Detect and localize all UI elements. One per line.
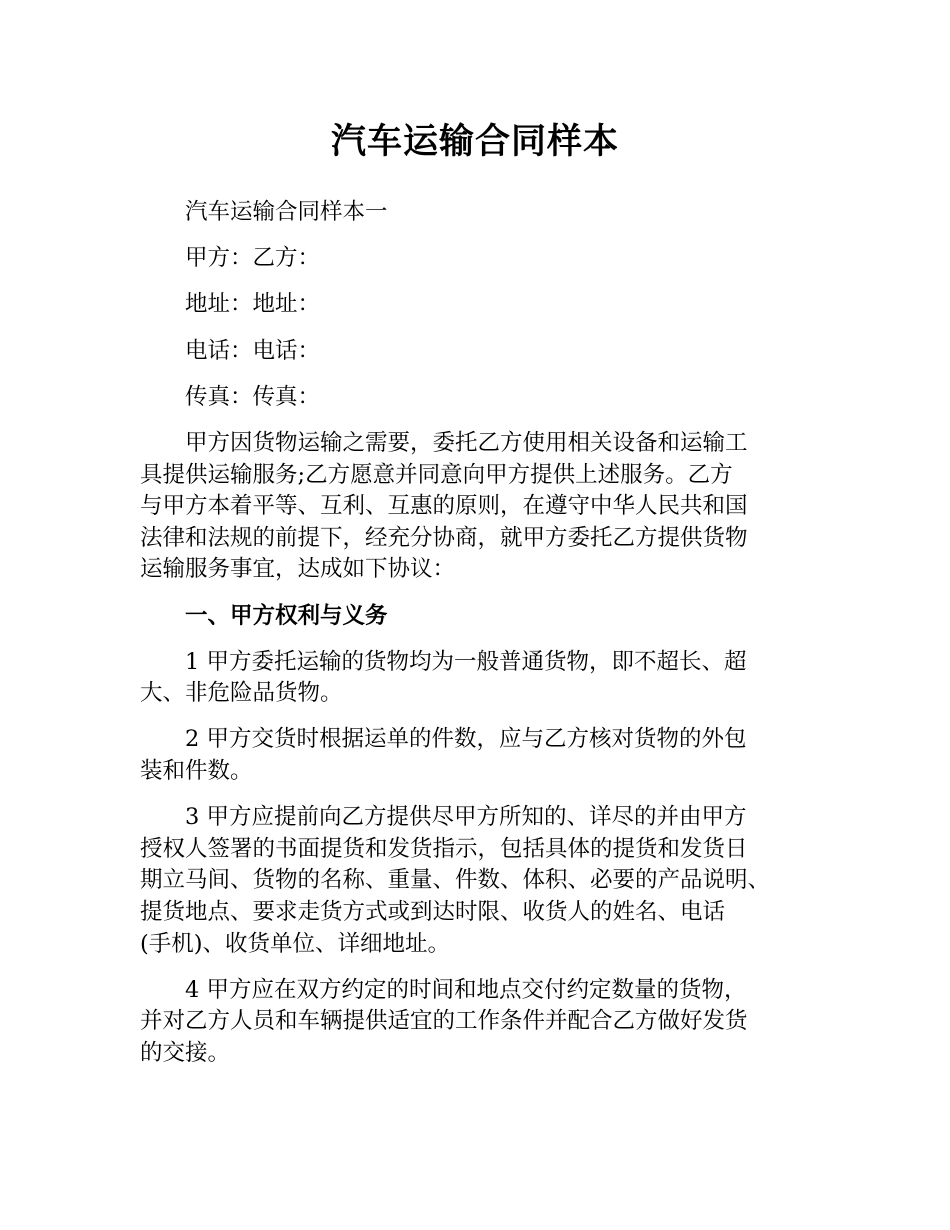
clause-line: 4 甲方应在双方约定的时间和地点交付约定数量的货物， (185, 976, 747, 1003)
clause-line: 期立马间、货物的名称、重量、件数、体积、必要的产品说明、 (140, 867, 771, 894)
intro-line: 与甲方本着平等、互利、互惠的原则，在遵守中华人民共和国 (140, 493, 748, 520)
clause-line: 并对乙方人员和车辆提供适宜的工作条件并配合乙方做好发货 (140, 1008, 748, 1035)
document-title: 汽车运输合同样本 (330, 122, 619, 162)
clause-line: 3 甲方应提前向乙方提供尽甲方所知的、详尽的并由甲方 (185, 804, 747, 831)
clause-line: 2 甲方交货时根据运单的件数，应与乙方核对货物的外包 (185, 726, 747, 753)
phone-line: 电话：电话： (185, 337, 321, 364)
clause-2 (140, 724, 828, 787)
clause-1 (140, 647, 828, 710)
clause-line: 提货地点、要求走货方式或到达时限、收货人的姓名、电话 (140, 899, 726, 926)
clause-line: (手机)、收货单位、详细地址。 (140, 930, 451, 957)
intro-line: 法律和法规的前提下，经充分协商，就甲方委托乙方提供货物 (140, 524, 748, 551)
document-body (140, 197, 828, 1084)
clause-line: 装和件数。 (140, 758, 253, 785)
clause-line: 的交接。 (140, 1040, 231, 1066)
intro-line: 具提供运输服务;乙方愿意并同意向甲方提供上述服务。乙方 (140, 461, 733, 488)
clause-3 (140, 802, 828, 960)
clause-line: 1 甲方委托运输的货物均为一般普通货物，即不超长、超 (185, 648, 747, 675)
fax-line: 传真：传真： (185, 383, 321, 410)
clause-line: 授权人签署的书面提货和发货指示，包括具体的提货和发货日 (140, 835, 748, 862)
party-line: 甲方：乙方： (185, 245, 321, 272)
subtitle-line: 汽车运输合同样本一 (185, 199, 388, 225)
intro-line: 运输服务事宜，达成如下协议： (140, 556, 456, 583)
clause-line: 大、非危险品货物。 (140, 680, 343, 707)
intro-line: 甲方因货物运输之需要，委托乙方使用相关设备和运输工 (185, 429, 748, 456)
intro-paragraph (140, 428, 828, 586)
section-heading: 一、甲方权利与义务 (185, 602, 388, 629)
address-line: 地址：地址： (185, 291, 321, 318)
clause-4 (140, 975, 828, 1070)
